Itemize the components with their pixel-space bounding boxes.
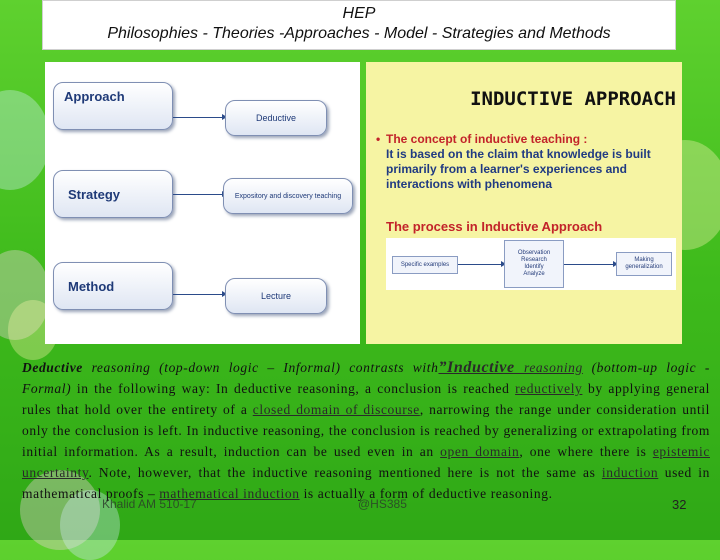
text-deductive: Deductive (22, 360, 83, 375)
flow-identify-label: Identify (524, 264, 544, 270)
link-inductive[interactable]: ”Inductive (438, 359, 524, 376)
expository-label: Expository and discovery teaching (234, 192, 342, 200)
link-open-domain[interactable]: open domain (440, 444, 520, 459)
balloon-decoration (0, 90, 50, 190)
text-part: (bottom-up logic - Formal) (22, 360, 710, 396)
strategy-box (53, 170, 173, 218)
lecture-box (225, 278, 327, 314)
flow-specific-label: Specific examples (400, 261, 450, 268)
method-label: Method (68, 279, 115, 294)
arrow-strategy (173, 194, 223, 195)
flow-analyze-label: Analyze (523, 271, 545, 277)
footer-course: @HS385 (358, 497, 407, 511)
text-part: by applying general rules that hold over the entirety of a (22, 381, 710, 417)
text-part: , narrowing the range under consideration until only the conclusion is left. In inductive reasoning, the conclusion is reached by generalizing or extrapolating from initial information. As a result, induction can be used even in an (22, 402, 710, 459)
lecture-label: Lecture (260, 291, 292, 301)
inductive-approach-panel (366, 62, 682, 344)
slide-title-line2: Philosophies - Theories -Approaches - Model - Strategies and Methods (107, 25, 611, 42)
slide-title-box (42, 0, 676, 50)
flow-observation (504, 240, 564, 288)
link-mathematical-induction[interactable]: mathematical induction (159, 486, 300, 501)
process-title: The process in Inductive Approach (386, 219, 603, 234)
process-flow (386, 238, 676, 290)
text-part: reasoning (top-down logic – Informal) contrasts with (82, 360, 439, 375)
link-epistemic-uncertainty[interactable]: epistemic uncertainty (22, 444, 710, 480)
method-box (53, 262, 173, 310)
flow-observation-label: Observation (517, 250, 551, 256)
text-part: in the following way: In deductive reasoning, a conclusion is reached (71, 381, 516, 396)
text-part: . Note, however, that the inductive reasoning mentioned here is not the same as (88, 465, 602, 480)
flow-making-label: Making (634, 257, 654, 263)
expository-box (223, 178, 353, 214)
text-part: used in mathematical proofs – (22, 465, 710, 501)
page-number: 32 (672, 497, 687, 512)
approach-box (53, 82, 173, 130)
flow-generalization-label: generalization (625, 264, 663, 270)
inductive-approach-title: INDUCTIVE APPROACH (470, 88, 676, 110)
approach-label: Approach (64, 89, 125, 104)
concept-heading: The concept of inductive teaching (386, 132, 581, 146)
arrow-method (173, 294, 223, 295)
flow-arrow-2 (564, 264, 614, 265)
flow-generalization (616, 252, 672, 276)
flow-research-label: Research (521, 257, 547, 263)
approach-strategy-method-diagram (45, 62, 360, 344)
link-reductively[interactable]: reductively (515, 381, 583, 396)
link-closed-domain[interactable]: closed domain of discourse (252, 402, 420, 417)
link-induction[interactable]: induction (601, 465, 659, 480)
link-reasoning[interactable]: reasoning (523, 360, 583, 375)
flow-arrow-1 (458, 264, 502, 265)
footer-author: Khalid AM 510-17 (102, 497, 197, 511)
deductive-label: Deductive (255, 113, 297, 123)
bullet-icon: • (376, 132, 381, 146)
slide-title-line1: HEP (342, 5, 376, 22)
text-part: is actually a form of deductive reasoning. (299, 486, 553, 501)
inductive-concept (376, 132, 682, 192)
reasoning-paragraph (22, 357, 710, 504)
deductive-box (225, 100, 327, 136)
concept-body: It is based on the claim that knowledge is built primarily from a learner's experiences and interactions with phenomena (386, 147, 651, 191)
strategy-label: Strategy (68, 187, 121, 202)
arrow-approach (173, 117, 223, 118)
flow-specific-examples (392, 256, 458, 274)
text-part: , one where there is (519, 444, 653, 459)
concept-colon: : (580, 132, 588, 146)
